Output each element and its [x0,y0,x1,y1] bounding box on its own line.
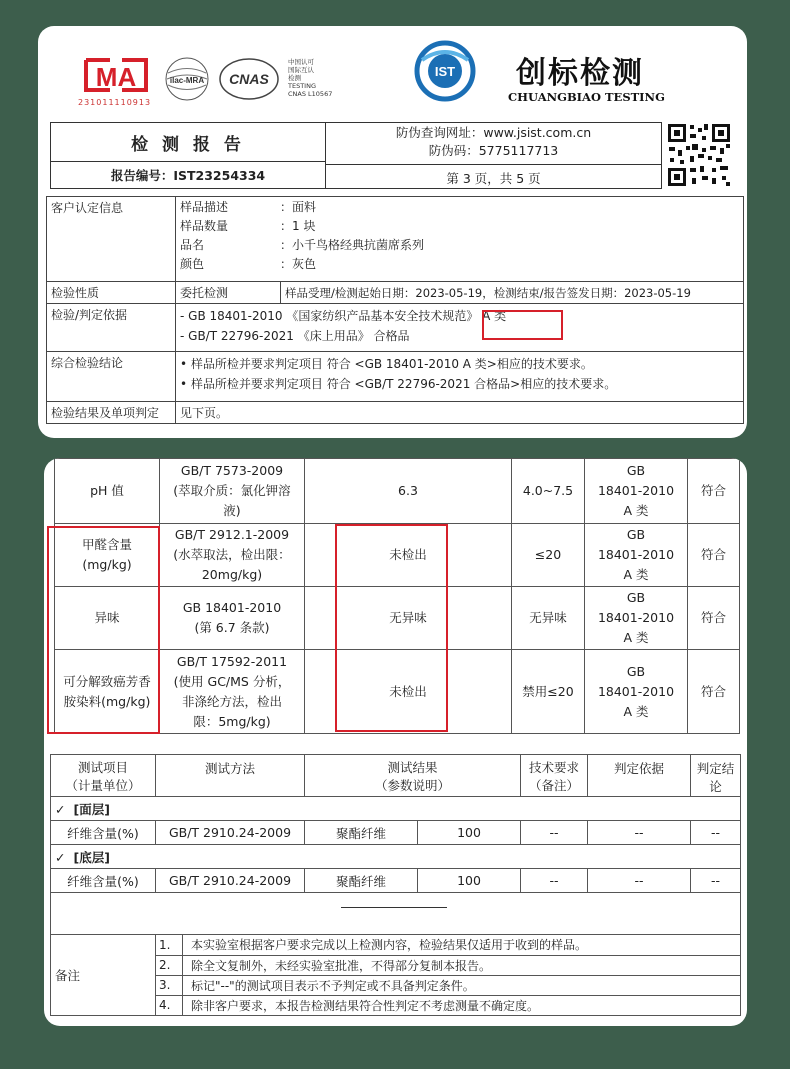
sample-info-table [46,196,744,424]
nature-label: 检验性质 [47,282,176,304]
conclusion-label: 综合检验结论 [47,352,176,402]
report-header-card [38,26,747,438]
highlight-item-column [47,526,160,734]
layer-row-bottom: ✓ [底层] [51,845,741,869]
report-number: 报告编号：IST23254334 [51,162,326,189]
anti-fake-code: 防伪码：5775117713 [428,143,559,158]
report-results-card [44,458,747,1026]
basis-item-2: - GB/T 22796-2021 《床上用品》 合格品 [180,329,410,343]
check-icon: ✓ [55,849,66,865]
basis-label: 检验/判定依据 [47,304,176,352]
ist-text: IST [434,64,456,79]
ma-number: 231011110913 [78,98,152,107]
cnas-text: CNAS [229,71,269,87]
table-row: 异味 GB 18401-2010 (第 6.7 条款) 无异味 无异味 GB 18401-2010 A 类 符合 [55,587,740,650]
highlight-result-column [335,524,448,732]
brand-name-en: CHUANGBIAO TESTING [508,90,665,104]
notes-label: 备注 [51,935,156,1016]
brand-name-cn: 创标检测 [516,56,644,91]
notes-row [51,935,741,1016]
ist-logo [414,40,476,102]
conclusion-item-1: • 样品所检并要求判定项目 符合 <GB 18401-2010 A 类>相应的技术要求。 [180,357,593,371]
ma-text: MA [95,62,137,92]
qr-code-icon[interactable] [666,122,732,188]
notes-list: 1. 本实验室根据客户要求完成以上检测内容，检验结果仅适用于收到的样品。 2. 除全文复制外，未经实验室批准，不得部分复制本报告。 3. 标记"--"的测试项目表示不予判定或不具备判定条件。 4. 除非客户要求，本报告检测结果符合性判定不考虑测量不确定度。 [156,935,740,1015]
report-header-table [50,122,662,189]
cma-logo [80,56,152,94]
conclusion-item-2: • 样品所检并要求判定项目 符合 <GB/T 22796-2021 合格品>相应的技术要求。 [180,377,617,391]
check-icon: ✓ [55,801,66,817]
report-title: 检 测 报 告 [51,123,326,162]
cnas-logo [218,56,280,102]
end-line [341,907,447,908]
table-row: 纤维含量(%) GB/T 2910.24-2009 聚酯纤维 100 -- -- -- [51,869,741,893]
client-info-label: 客户认定信息 [47,197,176,282]
fiber-header-row: 测试项目 （计量单位） 测试方法 测试结果 （参数说明） 技术要求 （备注） 判定依据 判定结论 [51,755,741,797]
anti-fake-website: 防伪查询网址：www.jsist.com.cn [395,125,592,140]
empty-row [51,893,741,935]
table-row: 可分解致癌芳香 胺染料(mg/kg) GB/T 17592-2011 (使用 GC/MS 分析， 非涤纶方法，检出 限：5mg/kg) 未检出 禁用≤20 GB 18401-2010 A 类 符合 [55,650,740,734]
table-row: pH 值 GB/T 7573-2009 (萃取介质：氯化钾溶 液) 6.3 4.0~7.5 GB 18401-2010 A 类 符合 [55,459,740,524]
fiber-content-table [50,754,741,1016]
test-dates: 样品受理/检测起始日期：2023-05-19，检测结束/报告签发日期：2023-05-19 [281,282,744,304]
nature-value: 委托检测 [176,282,281,304]
page-indicator: 第 3 页，共 5 页 [325,164,662,187]
ilac-mra-logo [164,56,210,102]
table-row: 甲醛含量 (mg/kg) GB/T 2912.1-2009 (水萃取法，检出限： 20mg/kg) 未检出 ≤20 GB 18401-2010 A 类 符合 [55,524,740,587]
ilac-text: ilac-MRA [169,76,205,85]
cnas-caption: 中国认可 国际互认 检测 TESTING CNAS L10567 [288,58,333,98]
logo-bar [38,26,747,118]
sample-detail-list: 样品描述 ：面料 样品数量 ：1 块 品名 ：小千鸟格经典抗菌席系列 颜色 ：灰色 [180,200,425,271]
result-label: 检验结果及单项判定 [47,402,176,424]
basis-item-1: - GB 18401-2010 《国家纺织产品基本安全技术规范》 A 类 [180,309,507,323]
highlight-class-a [482,310,563,340]
result-value: 见下页。 [176,402,744,424]
table-row: 纤维含量(%) GB/T 2910.24-2009 聚酯纤维 100 -- -- -- [51,821,741,845]
layer-row-face: ✓ [面层] [51,797,741,821]
